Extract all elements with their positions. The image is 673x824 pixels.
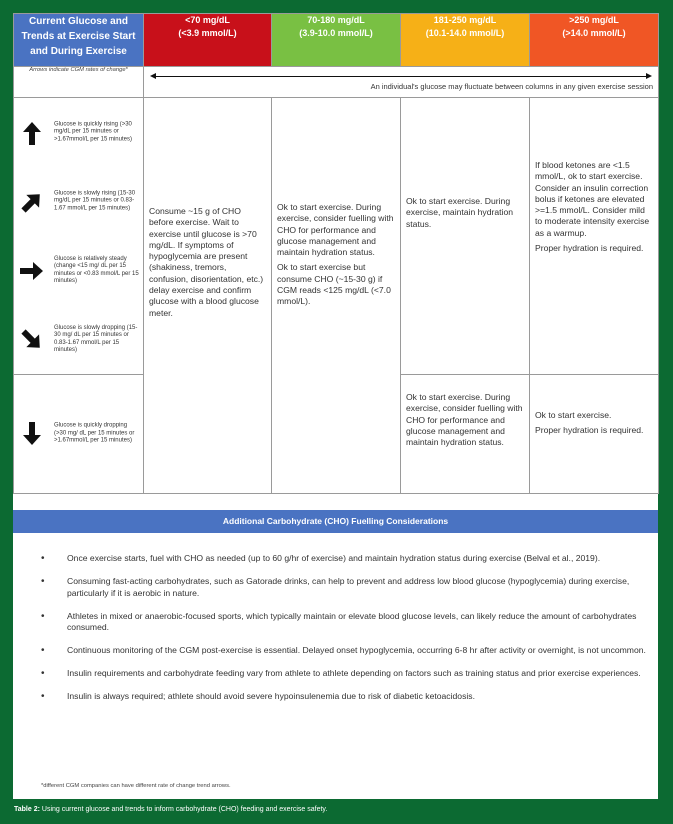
cell-low <box>144 98 272 494</box>
normal-guidance-1: Ok to start exercise. During exercise, consider fuelling with CHO for performance and glucose management and maintain hydration status. <box>277 202 394 258</box>
additional-considerations-title: Additional Carbohydrate (CHO) Fuelling Considerations <box>13 510 658 533</box>
fluctuation-note: An individual's glucose may fluctuate between columns in any given exercise session <box>370 82 653 91</box>
trend-steady <box>14 236 143 305</box>
table-sheet <box>13 13 658 799</box>
arrow-up-right-icon <box>17 187 47 217</box>
glucose-exercise-table <box>13 13 659 494</box>
cell-very-high-upper <box>530 98 659 375</box>
footnote: *different CGM companies can have different rate of change trend arrows. <box>41 783 231 789</box>
considerations-list <box>41 553 651 714</box>
range-high-mmol: (10.1-14.0 mmol/L) <box>425 28 505 38</box>
trend-quickly-dropping <box>14 375 143 493</box>
caption-text: Using current glucose and trends to inform carbohydrate (CHO) feeding and exercise safety. <box>39 806 328 813</box>
range-very-high-mgdl: >250 mg/dL <box>569 15 619 25</box>
header-row <box>14 14 659 67</box>
list-item: • Continuous monitoring of the CGM post-exercise is essential. Delayed onset hypoglycemia, occurring 6-8 hr after activity or overnight, is not uncommon. <box>41 645 651 657</box>
trend-label: Glucose is quickly rising (>30 mg/dL per 15 minutes or >1.67mmol/L per 15 minutes) <box>54 121 132 143</box>
trend-quickly-rising <box>14 98 143 167</box>
header-range-normal <box>272 14 401 67</box>
very-high-lower-guidance-2: Proper hydration is required. <box>535 425 644 436</box>
trend-label: Glucose is quickly dropping (>30 mg/ dL per 15 minutes or >1.67mmol/L per 15 minutes) <box>54 422 135 444</box>
header-range-low <box>144 14 272 67</box>
very-high-lower-guidance-1: Ok to start exercise. <box>535 410 612 420</box>
very-high-upper-guidance-1: If blood ketones are <1.5 mmol/L, ok to start exercise. Consider an insulin correction bolus if ketones are elevated >=1.5 mmol/L. Consider mild to moderate intensity exercise as a warmup. <box>535 160 650 238</box>
trend-slowly-rising <box>14 167 143 236</box>
caption-label: Table 2: <box>14 806 40 813</box>
cell-normal <box>272 98 401 494</box>
fluctuation-cell <box>144 67 659 98</box>
header-range-high <box>401 14 530 67</box>
upper-trends-row <box>14 98 659 375</box>
arrow-down-right-icon <box>17 325 47 355</box>
range-low-mgdl: <70 mg/dL <box>185 15 230 25</box>
normal-guidance-2: Ok to start exercise but consume CHO (~15-30 g) if CGM reads <125 mg/dL (<7.0 mmol/L). <box>277 262 391 307</box>
trend-label: Glucose is slowly dropping (15-30 mg/ dL per 15 minutes or 0.83-1.67 mmol/L per 15 minutes) <box>54 324 138 354</box>
header-range-very-high <box>530 14 659 67</box>
double-arrow-icon <box>152 76 650 77</box>
range-normal-mmol: (3.9-10.0 mmol/L) <box>299 28 373 38</box>
header-trend-cell <box>14 14 144 67</box>
range-very-high-mmol: (>14.0 mmol/L) <box>562 28 626 38</box>
cell-high-upper <box>401 98 530 375</box>
list-item: • Once exercise starts, fuel with CHO as needed (up to 60 g/hr of exercise) and maintain hydration status during exercise (Belval et al., 2019). <box>41 553 651 565</box>
cell-very-high-lower <box>530 375 659 494</box>
trend-label: Glucose is slowly rising (15-30 mg/dL per 15 minutes or 0.83-1.67 mmol/L per 15 minutes) <box>54 190 136 212</box>
cell-high-lower <box>401 375 530 494</box>
range-low-mmol: (<3.9 mmol/L) <box>178 28 237 38</box>
upper-trends-cell <box>14 98 144 375</box>
note-row <box>14 67 659 98</box>
high-upper-guidance: Ok to start exercise. During exercise, maintain hydration status. <box>406 196 513 229</box>
list-item: • Consuming fast-acting carbohydrates, such as Gatorade drinks, can help to prevent and address low blood glucose (hypoglycemia) during exercise, particularly if it is aerobic in nature. <box>41 576 651 599</box>
lower-trends-cell <box>14 375 144 494</box>
arrows-note: Arrows indicate CGM rates of change* <box>14 67 144 98</box>
arrow-right-icon <box>17 256 47 286</box>
high-lower-guidance: Ok to start exercise. During exercise, consider fuelling with CHO for performance and glucose management and maintain hydration status. <box>406 392 523 448</box>
trend-slowly-dropping <box>14 305 143 374</box>
range-high-mgdl: 181-250 mg/dL <box>433 15 497 25</box>
arrow-down-icon <box>17 419 47 449</box>
list-item: • Insulin is always required; athlete should avoid severe hypoinsulenemia due to risk of diabetic ketoacidosis. <box>41 691 651 703</box>
range-normal-mgdl: 70-180 mg/dL <box>307 15 365 25</box>
very-high-upper-guidance-2: Proper hydration is required. <box>535 243 644 254</box>
list-item: • Athletes in mixed or anaerobic-focused sports, which typically maintain or elevate blood glucose levels, can likely reduce the amount of carbohydrates consumed. <box>41 611 651 634</box>
trend-label: Glucose is relatively steady (change <15 mg/ dL per 15 minutes or <0.83 mmol/L per 15 minutes) <box>54 255 139 285</box>
table-caption <box>14 806 327 813</box>
header-trend-label: Current Glucose and Trends at Exercise Start and During Exercise <box>21 16 136 57</box>
arrow-up-icon <box>17 118 47 148</box>
low-guidance: Consume ~15 g of CHO before exercise. Wait to exercise until glucose is >70 mg/dL. If symptoms of hypoglycemia are present (shakiness, tremors, confusion, disorientation, etc.) delay exercise and confirm glucose with a blood glucose meter. <box>149 206 264 318</box>
list-item: • Insulin requirements and carbohydrate feeding vary from athlete to athlete depending on factors such as training status and prior exercise experiences. <box>41 668 651 680</box>
